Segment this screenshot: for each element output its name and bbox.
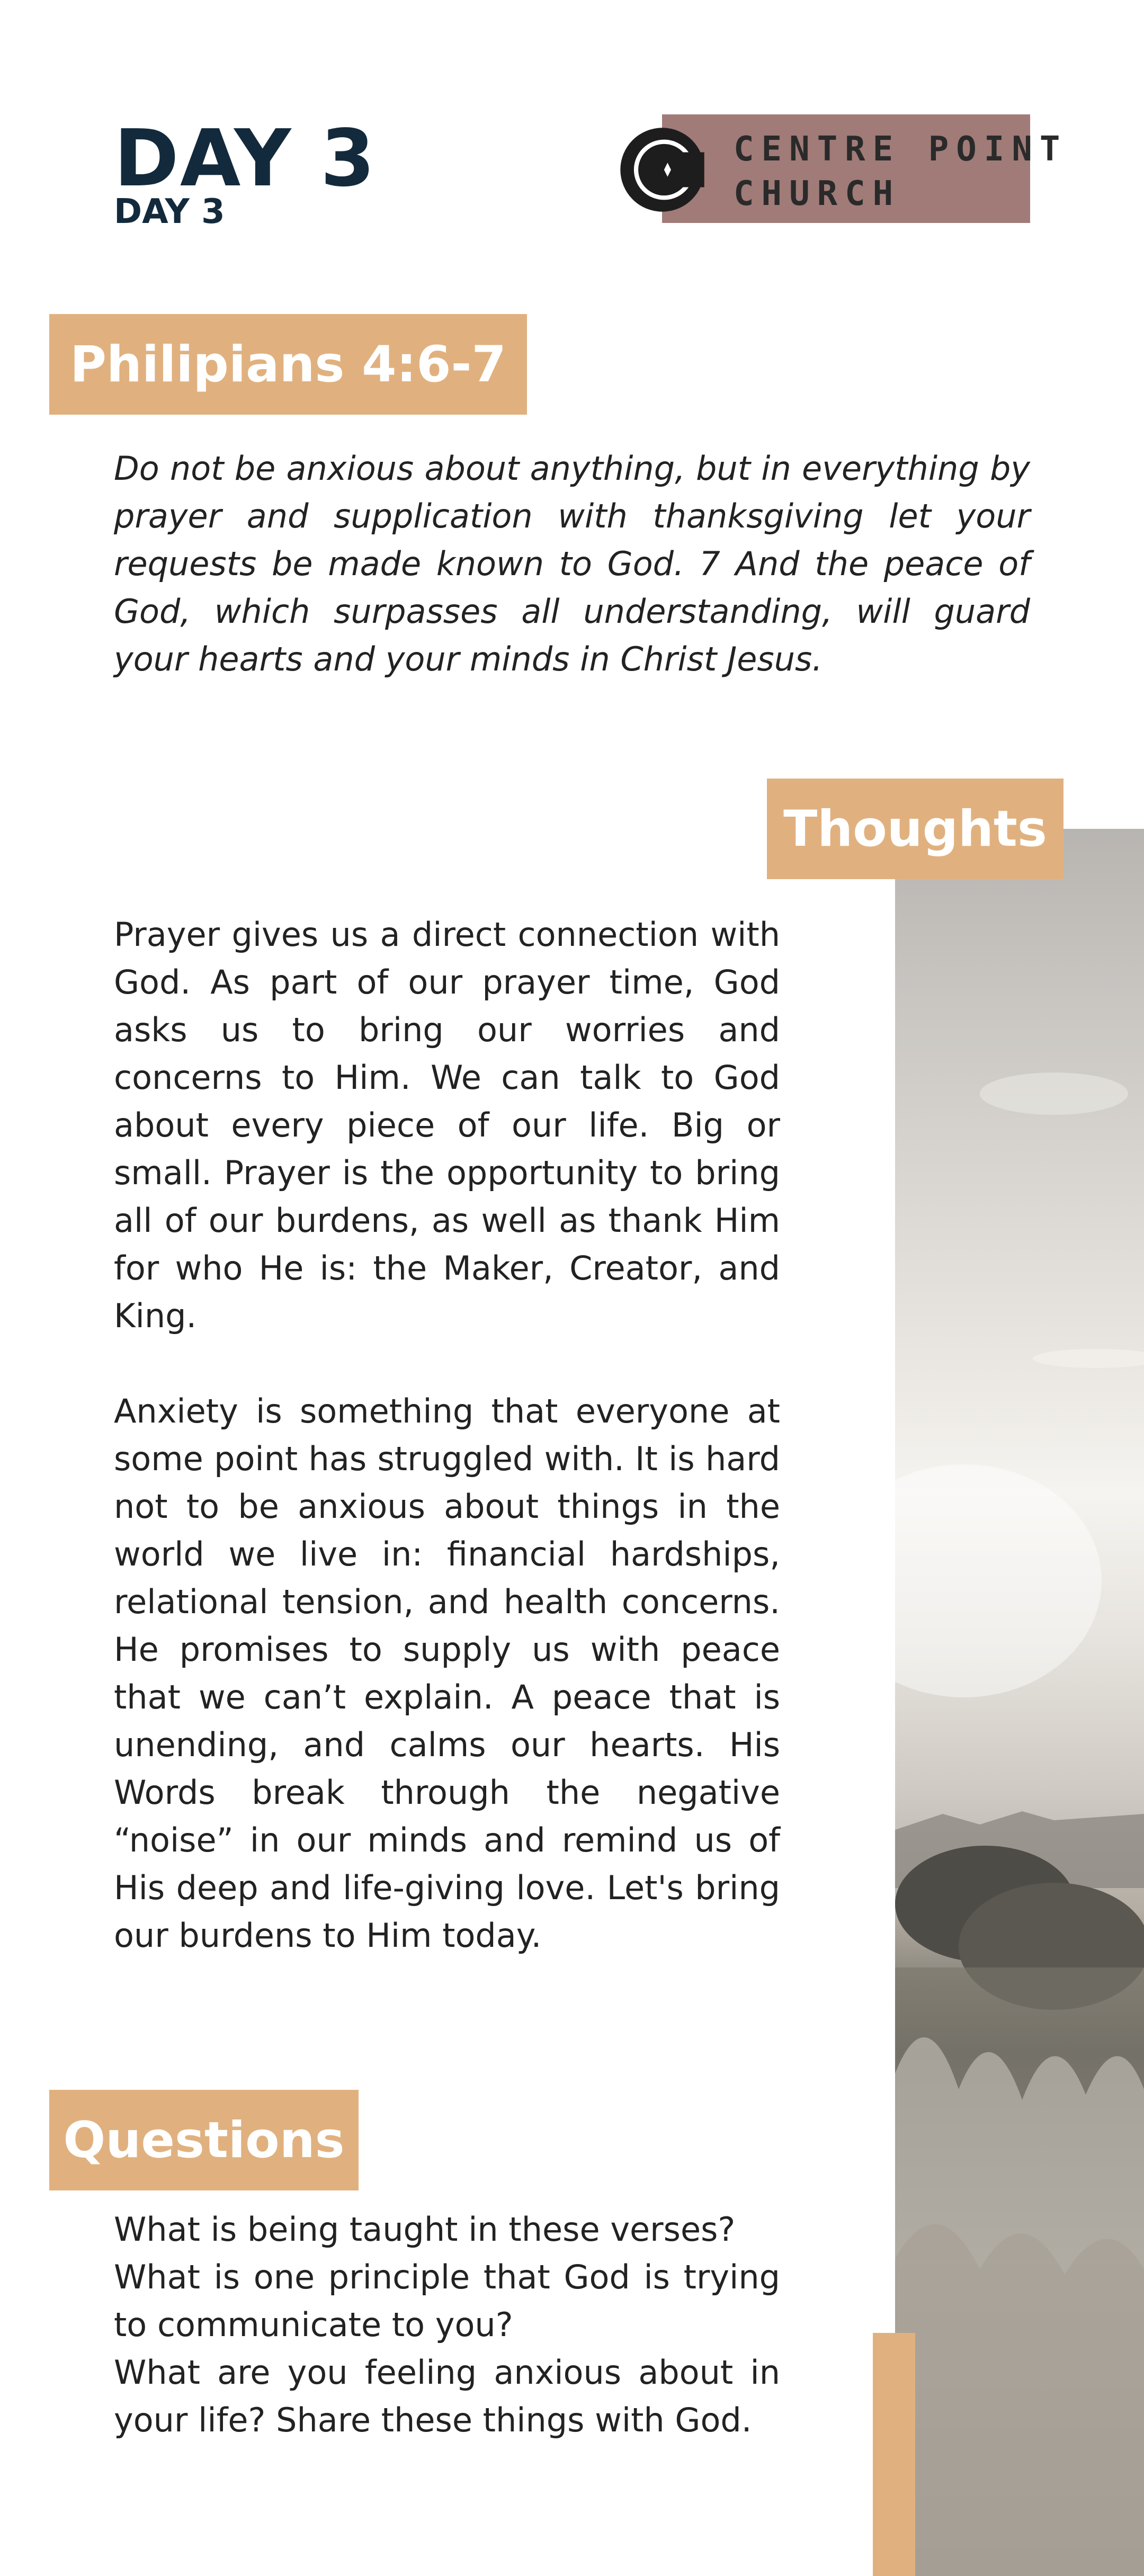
thoughts-paragraph-1: Prayer gives us a direct connection with God. As part of our prayer time, God asks us to bring our worries and concerns to Him. We can talk to God about every piece of our life. Big or small. Prayer is the opportunity to bring all of our burdens, as well as thank Him for who He is: the Maker, Creator, and King. xyxy=(114,915,780,1335)
landscape-photo xyxy=(895,829,1144,2576)
day-subtitle: DAY 3 xyxy=(114,192,225,231)
church-logo-icon xyxy=(619,126,706,213)
questions-heading: Questions xyxy=(49,2090,359,2190)
logo-line-2: CHURCH xyxy=(734,174,901,213)
logo-line-1: CENTRE POINT xyxy=(734,130,1068,169)
accent-bar xyxy=(873,2333,915,2576)
scripture-text: Do not be anxious about anything, but in everything by prayer and supplication with thanksgiving let your requests be made known to God. 7 And the peace of God, which surpasses all understanding, will guard your hearts and your minds in Christ Jesus. xyxy=(114,449,1030,678)
day-title: DAY 3 xyxy=(114,113,376,204)
question-item: What is one principle that God is trying to communicate to you? xyxy=(114,2258,780,2344)
scripture-reference-label: Philipians 4:6-7 xyxy=(49,314,527,415)
thoughts-paragraph-2: Anxiety is something that everyone at some point has struggled with. It is hard not to be anxious about things in the world we live in: financial hardships, relational tension, and health concerns. He promises to supply us with peace that we can’t explain. A peace that is unending, and calms our hearts. His Words break through the negative “noise” in our minds and remind us of His deep and life-giving love. Let's bring our burdens to Him today. xyxy=(114,1392,780,1955)
question-item: What are you feeling anxious about in your life? Share these things with God. xyxy=(114,2353,780,2439)
thoughts-heading: Thoughts xyxy=(767,779,1063,879)
question-item: What is being taught in these verses? xyxy=(114,2210,736,2249)
questions-list xyxy=(114,2206,780,2444)
logo-text xyxy=(734,127,1067,216)
